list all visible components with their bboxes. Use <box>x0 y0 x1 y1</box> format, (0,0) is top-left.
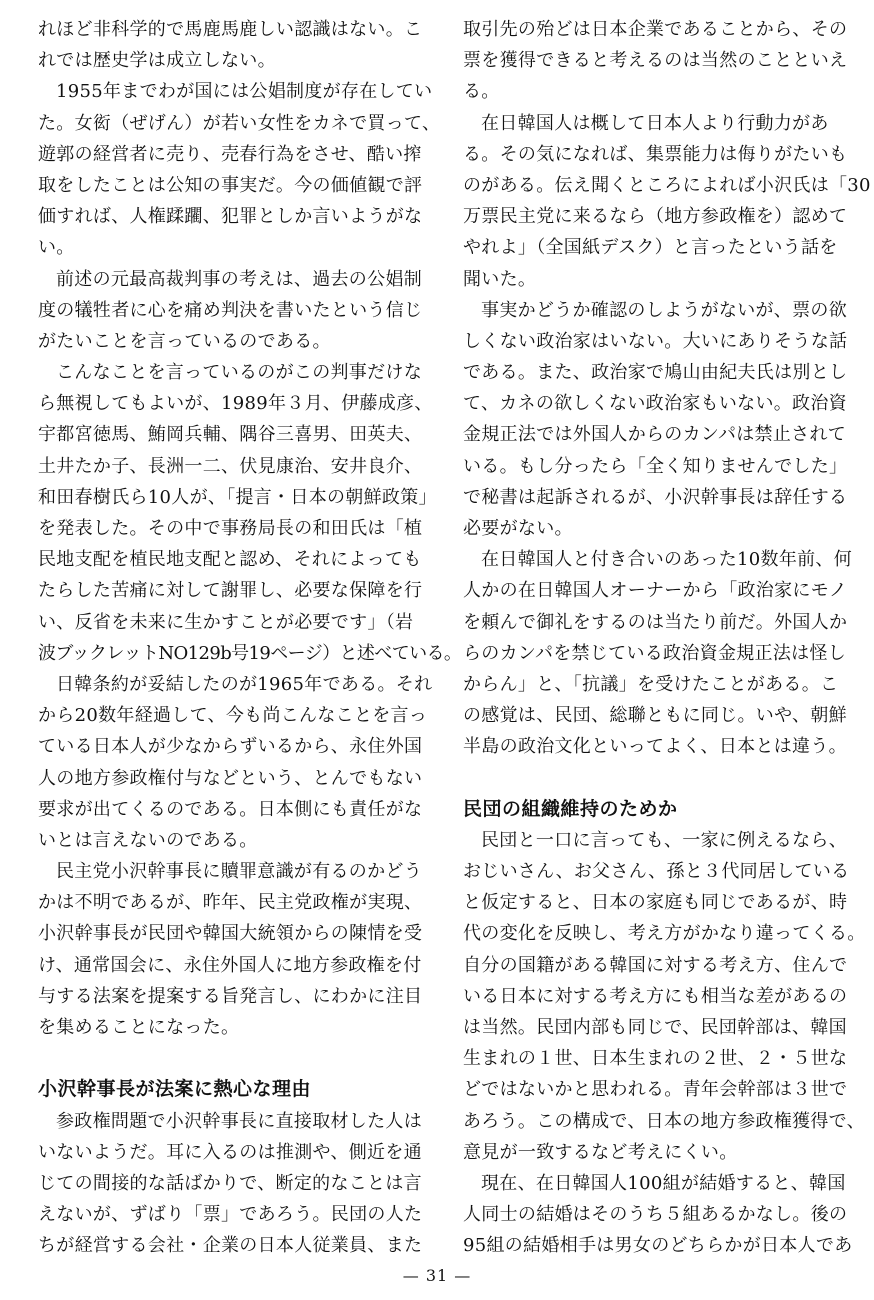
section-heading: 小沢幹事長が法案に熱心な理由 <box>38 1078 312 1101</box>
text-line: 自分の国籍がある韓国に対する考え方、住んで <box>463 954 848 976</box>
text-line: がたいことを言っているのである。 <box>38 330 331 352</box>
text-line: 代の変化を反映し、考え方がかなり違ってくる。 <box>463 923 866 945</box>
text-line: い。 <box>38 237 75 259</box>
text-line: で秘書は起訴されるが、小沢幹事長は辞任する <box>463 486 848 508</box>
text-line: いないようだ。耳に入るのは推測や、側近を通 <box>38 1141 422 1163</box>
text-line: いる日本に対する考え方にも相当な差があるの <box>463 985 848 1007</box>
text-line: おじいさん、お父さん、孫と３代同居している <box>463 861 850 883</box>
text-line: れほど非科学的で馬鹿馬鹿しい認識はない。こ <box>38 19 423 40</box>
text-line: を集めることになった。 <box>38 1017 240 1038</box>
text-line: 波ブックレットNO129b号19ページ）と述べている。 <box>38 642 462 664</box>
text-line: を頼んで御礼をするのは当たり前だ。外国人か <box>463 611 848 633</box>
paragraph-start: 事実かどうか確認のしようがないが、票の欲 <box>481 299 847 321</box>
text-line: 民地支配を植民地支配と認め、それによっても <box>38 549 422 571</box>
text-line: 取をしたことは公知の事実だ。今の価値観で評 <box>38 174 423 196</box>
text-line: 万票民主党に来るなら（地方参政権を）認めて <box>463 206 848 228</box>
text-line: の感覚は、民団、総聯ともに同じ。いや、朝鮮 <box>463 705 847 727</box>
paragraph-start: 現在、在日韓国人100組が結婚すると、韓国 <box>481 1172 846 1194</box>
text-line: のがある。伝え聞くところによれば小沢氏は「30 <box>463 174 871 196</box>
text-line: 度の犠牲者に心を痛め判決を書いたという信じ <box>38 299 423 321</box>
page-number: — 31 — <box>402 1266 472 1285</box>
paragraph-start: 参政権問題で小沢幹事長に直接取材した人は <box>56 1110 422 1132</box>
text-line: たらした苦痛に対して謝罪し、必要な保障を行 <box>38 580 423 602</box>
right-column <box>463 14 871 1262</box>
text-line: しくない政治家はいない。大いにありそうな話 <box>463 330 848 352</box>
paragraph-start: 民団と一口に言っても、一家に例えるなら、 <box>481 829 847 851</box>
section-heading: 民団の組織維持のためか <box>463 797 678 820</box>
text-line: からん」と、「抗議」を受けたことがある。こ <box>463 673 839 695</box>
text-line: 小沢幹事長が民団や韓国大統領からの陳情を受 <box>38 923 423 945</box>
text-line: て、カネの欲しくない政治家もいない。政治資 <box>463 393 847 415</box>
left-column <box>38 14 462 1262</box>
text-line: から20数年経過して、今も尚こんなことを言っ <box>38 705 428 727</box>
text-line: 要求が出てくるのである。日本側にも責任がな <box>38 798 423 820</box>
text-line: 人同士の結婚はそのうち５組あるかなし。後の <box>463 1204 848 1226</box>
text-line: いる。もし分ったら「全く知りませんでした」 <box>463 455 848 477</box>
text-line: ちが経営する会社・企業の日本人従業員、また <box>38 1235 423 1257</box>
section-spacer <box>38 1043 436 1074</box>
text-line: あろう。この構成で、日本の地方参政権獲得で、 <box>463 1110 865 1132</box>
paragraph-start: 在日韓国人と付き合いのあった10数年前、何 <box>481 549 853 571</box>
text-line: どではないかと思われる。青年会幹部は３世で <box>463 1079 848 1101</box>
text-line: 聞いた。 <box>463 268 537 290</box>
text-line: ている日本人が少なからずいるから、永住外国 <box>38 736 423 758</box>
text-line: 土井たか子、長洲一二、伏見康治、安井良介、 <box>38 455 423 477</box>
text-line: 金規正法では外国人からのカンパは禁止されて <box>463 424 847 446</box>
text-line: 票を獲得できると考えるのは当然のことといえ <box>463 50 848 72</box>
text-line: えないが、ずばり「票」であろう。民団の人た <box>38 1204 423 1226</box>
text-line: 意見が一致するなど考えにくい。 <box>463 1141 738 1163</box>
text-line: け、通常国会に、永住外国人に地方参政権を付 <box>38 954 422 976</box>
text-line: らのカンパを禁じている政治資金規正法は怪し <box>463 642 847 664</box>
text-line: た。女衒（ぜげん）が若い女性をカネで買って、 <box>38 112 441 134</box>
text-line: 価すれば、人権蹂躙、犯罪としか言いようがな <box>38 206 423 228</box>
text-line: 必要がない。 <box>463 518 573 539</box>
text-line: 95組の結婚相手は男女のどちらかが日本人であ <box>463 1235 853 1257</box>
paragraph-start: 前述の元最高裁判事の考えは、過去の公娼制 <box>56 268 422 290</box>
text-line: 人の地方参政権付与などという、とんでもない <box>38 767 423 789</box>
text-line: である。また、政治家で鳩山由紀夫氏は別とし <box>463 362 848 384</box>
text-line: やれよ」（全国紙デスク）と言ったという話を <box>463 237 838 259</box>
text-line: 人かの在日韓国人オーナーから「政治家にモノ <box>463 580 848 602</box>
text-line: れでは歴史学は成立しない。 <box>38 50 276 72</box>
text-line: いとは言えないのである。 <box>38 829 258 851</box>
paragraph-start: 在日韓国人は概して日本人より行動力があ <box>481 112 829 134</box>
paragraph-start: 1955年までわが国には公娼制度が存在してい <box>56 81 433 103</box>
text-line: る。その気になれば、集票能力は侮りがたいも <box>463 143 848 165</box>
text-line: を発表した。その中で事務局長の和田氏は「植 <box>38 518 423 539</box>
section-spacer <box>463 763 861 794</box>
text-line: じての間接的な話ばかりで、断定的なことは言 <box>38 1172 422 1194</box>
text-line: かは不明であるが、昨年、民主党政権が実現、 <box>38 892 423 914</box>
text-line: い、反省を未来に生かすことが必要です」（岩 <box>38 611 414 633</box>
text-line: 遊郭の経営者に売り、売春行為をさせ、酷い搾 <box>38 143 422 165</box>
text-line: 半島の政治文化といってよく、日本とは違う。 <box>463 736 847 758</box>
text-line: 与する法案を提案する旨発言し、にわかに注目 <box>38 985 423 1007</box>
text-line: と仮定すると、日本の家庭も同じであるが、時 <box>463 892 848 914</box>
text-line: 和田春樹氏ら10人が、「提言・日本の朝鮮政策」 <box>38 486 437 508</box>
text-line: 生まれの１世、日本生まれの２世、２・５世な <box>463 1048 848 1070</box>
text-line: 取引先の殆どは日本企業であることから、その <box>463 19 848 40</box>
paragraph-start: 日韓条約が妥結したのが1965年である。それ <box>56 673 433 695</box>
text-line: 宇都宮徳馬、鮪岡兵輔、隅谷三喜男、田英夫、 <box>38 424 423 446</box>
text-line: る。 <box>463 81 500 103</box>
paragraph-start: こんなことを言っているのがこの判事だけな <box>56 362 422 384</box>
text-line: は当然。民団内部も同じで、民団幹部は、韓国 <box>463 1017 847 1038</box>
text-line: ら無視してもよいが、1989年３月、伊藤成彦、 <box>38 393 433 415</box>
paragraph-start: 民主党小沢幹事長に贖罪意識が有るのかどう <box>56 861 422 883</box>
